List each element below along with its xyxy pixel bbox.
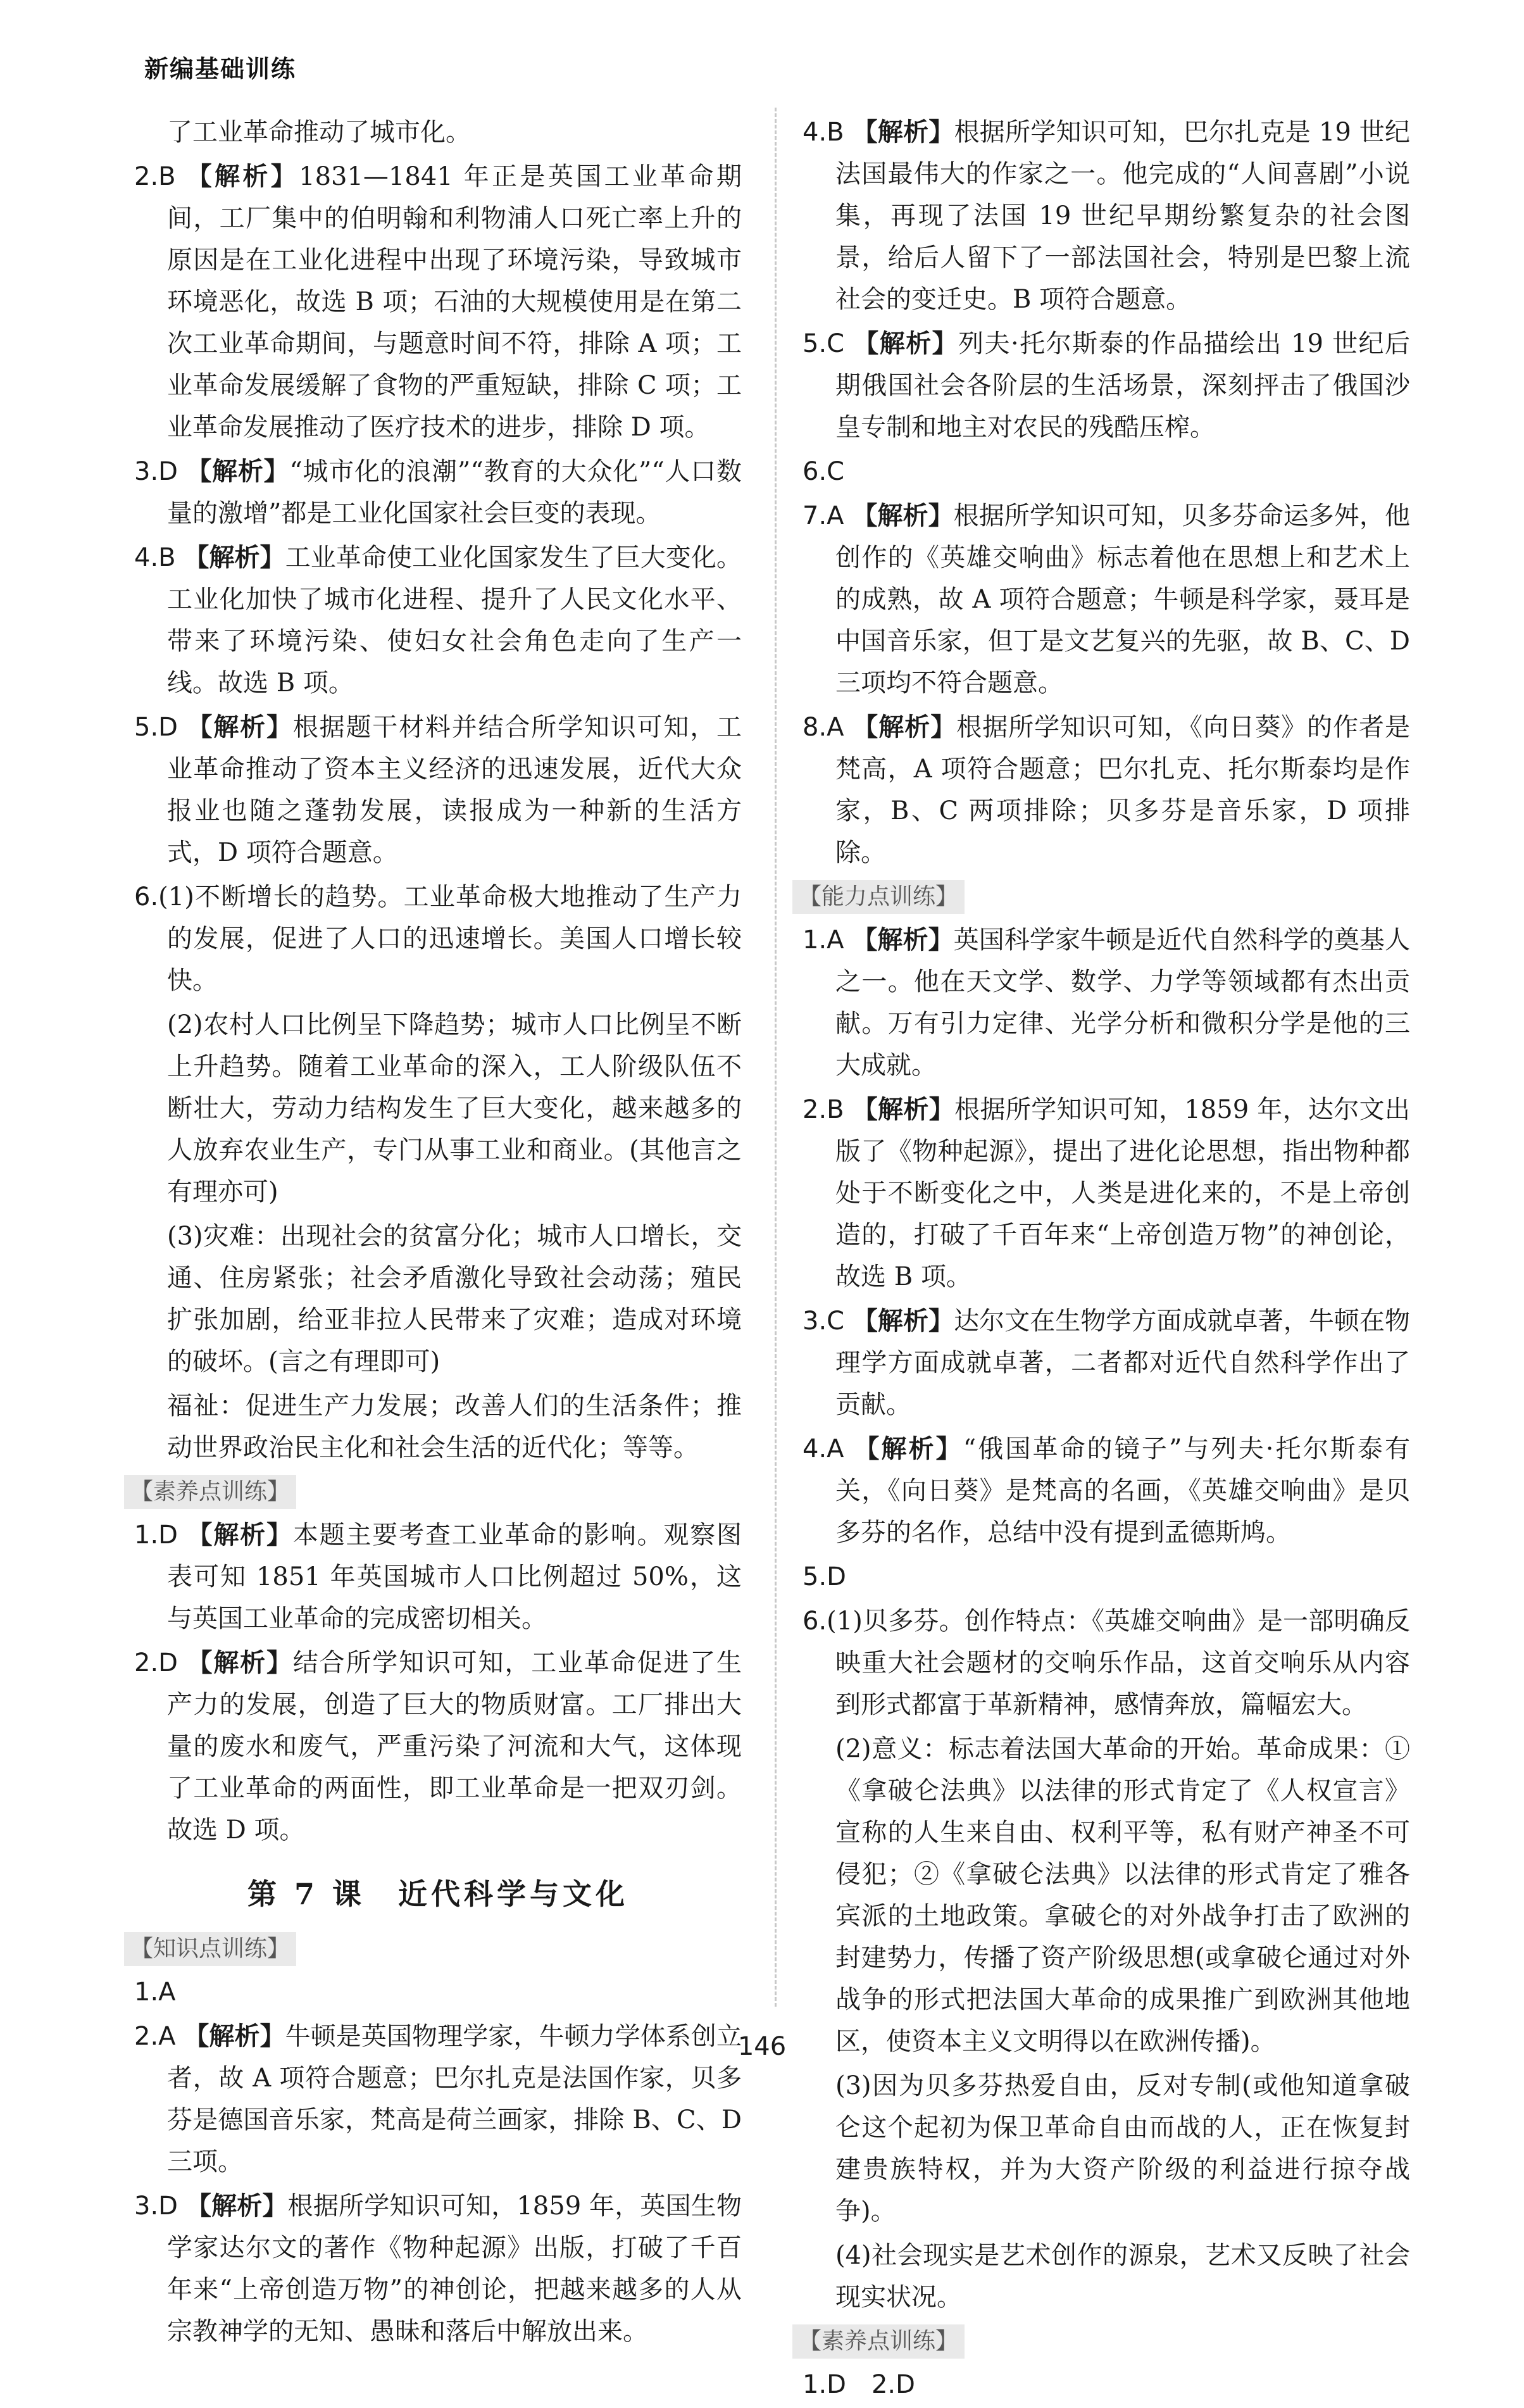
- answer-item: 6.C: [803, 457, 845, 486]
- answer-item: 3.C 【解析】达尔文在生物学方面成就卓著，牛顿在物理学方面成就卓著，二者都对近代自然科学作出了贡献。: [803, 1307, 1411, 1419]
- intro-text: 了工业革命推动了城市化。: [167, 118, 471, 147]
- answer-item: 6.(1)贝多芬。创作特点：《英雄交响曲》是一部明确反映重大社会题材的交响乐作品，这首交响乐从内容到形式都富于革新精神，感情奔放，篇幅宏大。: [803, 1607, 1410, 1719]
- answer-item: 3.D 【解析】“城市化的浪潮”“教育的大众化”“人口数量的激增”都是工业化国家社会巨变的表现。: [134, 457, 742, 528]
- answer-item: 4.B 【解析】根据所学知识可知，巴尔扎克是 19 世纪法国最伟大的作家之一。他完成的“人间喜剧”小说集，再现了法国 19 世纪早期纷繁复杂的社会图景，给后人留下了一部法国社会，特别是巴黎上流社会的变迁史。B 项符合题意。: [803, 118, 1411, 314]
- answer-item: 4.B 【解析】工业革命使工业化国家发生了巨大变化。工业化加快了城市化进程、提升了人民文化水平、带来了环境污染、使妇女社会角色走向了生产一线。故选 B 项。: [134, 543, 742, 698]
- section-heading: 【知识点训练】: [124, 1932, 296, 1966]
- question-6-answer: [134, 876, 742, 1469]
- answer-item: 1.A 【解析】英国科学家牛顿是近代自然科学的奠基人之一。他在天文学、数学、力学等领域都有杰出贡献。万有引力定律、光学分析和微积分学是他的三大成就。: [803, 925, 1411, 1080]
- answer-item: 2.A 【解析】牛顿是英国物理学家，牛顿力学体系创立者，故 A 项符合题意；巴尔扎克是法国作家，贝多芬是德国音乐家，梵高是荷兰画家，排除 B、C、D 三项。: [134, 2022, 742, 2176]
- answer-item: 1.D 【解析】本题主要考查工业革命的影响。观察图表可知 1851 年英国城市人口比例超过 50%，这与英国工业革命的完成密切相关。: [134, 1521, 742, 1633]
- answer-paragraph: (2)意义：标志着法国大革命的开始。革命成果：①《拿破仑法典》以法律的形式肯定了《人权宣言》宣称的人生来自由、权利平等，私有财产神圣不可侵犯；②《拿破仑法典》以法律的形式肯定了雅各宾派的土地政策。拿破仑的对外战争打击了欧洲的封建势力，传播了资产阶级思想(或拿破仑通过对外战争的形式把法国大革命的成果推广到欧洲其他地区，使资本主义文明得以在欧洲传播)。: [835, 1734, 1410, 2056]
- section-heading: 【素养点训练】: [124, 1475, 296, 1509]
- answer-item: 5.C 【解析】列夫·托尔斯泰的作品描绘出 19 世纪后期俄国社会各阶层的生活场景，深刻抨击了俄国沙皇专制和地主对农民的残酷压榨。: [803, 329, 1411, 442]
- answer-paragraph: (3)因为贝多芬热爱自由，反对专制(或他知道拿破仑这个起初为保卫革命自由而战的人，正在恢复封建贵族特权，并为大资产阶级的利益进行掠夺战争)。: [835, 2071, 1410, 2226]
- left-answer-list-1: [134, 156, 742, 874]
- section-heading: 【能力点训练】: [792, 880, 965, 914]
- answer-item: 1.A: [134, 1978, 176, 2007]
- answer-paragraph: (2)农村人口比例呈下降趋势；城市人口比例呈不断上升趋势。随着工业革命的深入，工人阶级队伍不断壮大，劳动力结构发生了巨大变化，越来越多的人放弃农业生产，专门从事工业和商业。(其他言之有理亦可): [167, 1010, 742, 1207]
- right-column: [799, 111, 1411, 2408]
- answer-item: 2.B 【解析】1831—1841 年正是英国工业革命期间，工厂集中的伯明翰和利物浦人口死亡率上升的原因是在工业化进程中出现了环境污染，导致城市环境恶化，故选 B 项；石油的大规模使用是在第二次工业革命期间，与题意时间不符，排除 A 项；工业革命发展缓解了食物的严重短缺，排除 C 项；工业革命发展推动了医疗技术的进步，排除 D 项。: [134, 162, 742, 442]
- question-6-answer: [803, 1600, 1410, 2318]
- answer-item: 7.A 【解析】根据所学知识可知，贝多芬命运多舛，他创作的《英雄交响曲》标志着他在思想上和艺术上的成熟，故 A 项符合题意；牛顿是科学家，聂耳是中国音乐家，但丁是文艺复兴的先驱，故 B、C、D 三项均不符合题意。: [803, 501, 1411, 698]
- lesson-title: 第 7 课 近代科学与文化: [247, 1877, 629, 1911]
- answer-paragraph: 福祉：促进生产力发展；改善人们的生活条件；推动世界政治民主化和社会生活的近代化；等等。: [167, 1391, 742, 1462]
- answer-item: 2.D 【解析】结合所学知识可知，工业革命促进了生产力的发展，创造了巨大的物质财富。工厂排出大量的废水和废气，严重污染了河流和大气，这体现了工业革命的两面性，即工业革命是一把双刃剑。故选 D 项。: [134, 1648, 742, 1845]
- section-heading: 【素养点训练】: [792, 2324, 965, 2359]
- page-number: 146: [737, 2032, 787, 2061]
- answer-item: 6.(1)不断增长的趋势。工业革命极大地推动了生产力的发展，促进了人口的迅速增长。美国人口增长较快。: [134, 882, 742, 995]
- answer-paragraph: (4)社会现实是艺术创作的源泉，艺术又反映了社会现实状况。: [835, 2241, 1410, 2312]
- book-header: 新编基础训练: [144, 55, 297, 83]
- answer-item: 5.D 【解析】根据题干材料并结合所学知识可知，工业革命推动了资本主义经济的迅速发展，近代大众报业也随之蓬勃发展，读报成为一种新的生活方式，D 项符合题意。: [134, 713, 742, 867]
- answer-item: 5.D: [803, 1562, 846, 1591]
- answer-item: 4.A 【解析】“俄国革命的镜子”与列夫·托尔斯泰有关，《向日葵》是梵高的名画，《英雄交响曲》是贝多芬的名作，总结中没有提到孟德斯鸠。: [803, 1434, 1410, 1547]
- answer-paragraph: (3)灾难：出现社会的贫富分化；城市人口增长，交通、住房紧张；社会矛盾激化导致社会动荡；殖民扩张加剧，给亚非拉人民带来了灾难；造成对环境的破坏。(言之有理即可): [167, 1222, 742, 1376]
- answer-item: 8.A 【解析】根据所学知识可知，《向日葵》的作者是梵高，A 项符合题意；巴尔扎克、托尔斯泰均是作家，B、C 两项排除；贝多芬是音乐家，D 项排除。: [803, 713, 1411, 867]
- answer-item: 3.D 【解析】根据所学知识可知，1859 年，英国生物学家达尔文的著作《物种起源》出版，打破了千百年来“上帝创造万物”的神创论，把越来越多的人从宗教神学的无知、愚昧和落后中解放出来。: [134, 2192, 742, 2346]
- left-column: [130, 111, 742, 2355]
- answer-item: 2.B 【解析】根据所学知识可知，1859 年，达尔文出版了《物种起源》，提出了进化论思想，指出物种都处于不断变化之中，人类是进化来的，不是上帝创造的，打破了千百年来“上帝创造万物”的神创论，故选 B 项。: [803, 1095, 1411, 1291]
- answer-item: 1.D 2.D: [803, 2370, 915, 2399]
- column-divider: [775, 108, 777, 2007]
